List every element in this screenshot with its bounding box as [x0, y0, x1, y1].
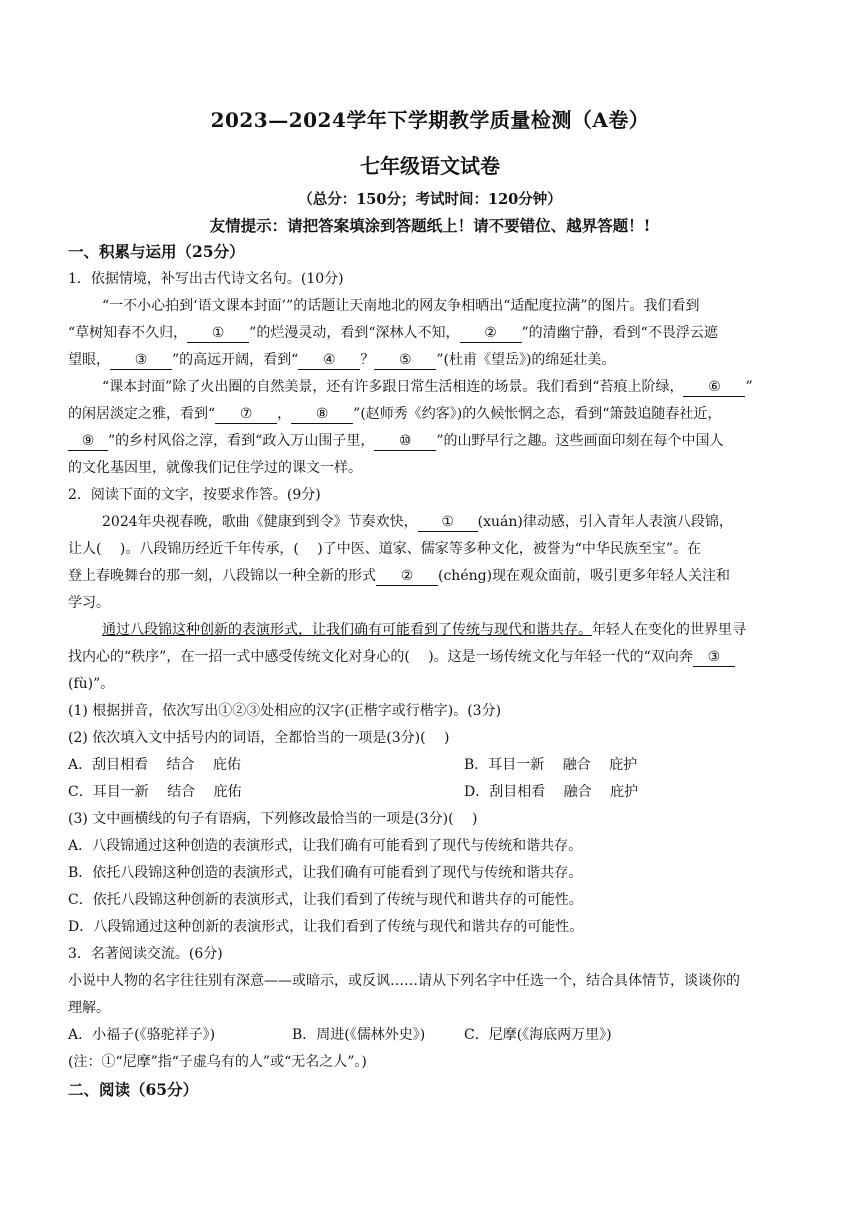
blank-2: ②	[460, 324, 522, 343]
text: 2024年央视春晚，歌曲《健康到到令》节奏欢快，	[102, 514, 418, 530]
q2-fix-c: C．依托八段锦这种创新的表演形式，让我们看到了传统与现代和谐共存的可能性。	[68, 892, 583, 908]
q3-note: (注：①“尼摩”指“子虚乌有的人”或“无名之人”。)	[68, 1054, 367, 1070]
text: “课本封面”除了火出圈的自然美景，还有许多跟日常生活相连的场景。我们看到“苔痕上阶绿，	[102, 379, 684, 395]
blank-6: ⑥	[683, 378, 745, 397]
text: 找内心的“秩序”，在一招一式中感受传统文化对身心的( )。这是一场传统文化与年轻一代的“双向奔	[68, 649, 693, 665]
q1-para2-line1	[102, 377, 792, 397]
q2-line6	[68, 647, 792, 667]
q1-para2-line2	[68, 404, 792, 424]
q3-line2: 理解。	[68, 1000, 110, 1016]
q2-sub3: (3) 文中画横线的句子有语病，下列修改最恰当的一项是(3分)( )	[68, 811, 478, 827]
q2-line5	[102, 620, 792, 640]
blank-10: ⑩	[374, 432, 436, 451]
text: 登上春晚舞台的那一刻，八段锦以一种全新的形式	[68, 568, 376, 584]
text: ”的高远开阔，看到“	[172, 352, 299, 368]
text: ”的乡村风俗之淳，看到“政入万山围子里，	[108, 433, 375, 449]
q2-line2: 让人( )。八段锦历经近千年传承，( )了中医、道家、儒家等多种文化，被誉为“中华民族至宝”。在	[68, 541, 702, 557]
q1-para1-line1: “一不小心拍到‘语文课本封面’”的话题让天南地北的网友争相晒出“适配度拉满”的图片。我们看到	[102, 298, 700, 314]
q2-line3	[68, 566, 792, 586]
q2-prompt: 2．阅读下面的文字，按要求作答。(9分)	[68, 487, 321, 503]
text: 的闲居淡定之雅，看到“	[68, 406, 216, 422]
section-1-heading: 一、积累与运用（25分）	[68, 242, 245, 261]
q1-para1-line2	[68, 323, 792, 343]
blank-3: ③	[110, 351, 172, 370]
exam-title: 2023—2024学年下学期教学质量检测（A卷）	[210, 108, 650, 132]
text: ”的烂漫灵动，看到“深林人不知，	[249, 325, 460, 341]
friendly-tip: 友情提示：请把答案填涂到答题纸上！请不要错位、越界答题！!	[209, 216, 651, 235]
blank-1: ①	[418, 513, 478, 532]
q2-option-a: A．刮目相看 结合 庇佑	[68, 757, 242, 773]
q1-para2-line4: 的文化基因里，就像我们记住学过的课文一样。	[68, 460, 362, 476]
q3-line1: 小说中人物的名字往往别有深意——或暗示，或反讽……请从下列名字中任选一个，结合具体情节，谈谈你的	[68, 973, 740, 989]
q2-fix-b: B．依托八段锦这种创造的表演形式，让我们确有可能看到了现代与传统和谐共存。	[68, 865, 583, 881]
text: ”(赵师秀《约客》)的久候怅惘之态，看到“箫鼓追随春社近，	[353, 406, 722, 422]
q2-fix-d: D．八段锦通过这种创新的表演形式，让我们看到了传统与现代和谐共存的可能性。	[68, 919, 584, 935]
text: ”	[745, 379, 753, 395]
text: ”的清幽宁静，看到“不畏浮云遮	[521, 325, 718, 341]
q2-option-b: B．耳目一新 融合 庇护	[464, 757, 638, 773]
text: ，	[277, 406, 292, 422]
q2-line4: 学习。	[68, 595, 110, 611]
q3-option-b: B．周进(《儒林外史》)	[292, 1027, 426, 1043]
q2-fix-a: A．八段锦通过这种创造的表演形式，让我们确有可能看到了现代与传统和谐共存。	[68, 838, 583, 854]
text: ”的山野早行之趣。这些画面印刻在每个中国人	[436, 433, 724, 449]
blank-9: ⑨	[68, 432, 108, 451]
underlined-sentence: 通过八段锦这种创新的表演形式，让我们确有可能看到了传统与现代和谐共存。	[102, 622, 592, 638]
q2-sub2: (2) 依次填入文中括号内的词语，全都恰当的一项是(3分)( )	[68, 730, 450, 746]
blank-8: ⑧	[291, 405, 353, 424]
q3-prompt: 3．名著阅读交流。(6分)	[68, 946, 223, 962]
exam-subtitle: 七年级语文试卷	[360, 154, 500, 178]
blank-7: ⑦	[215, 405, 277, 424]
q2-line7: (fù)”。	[68, 676, 115, 692]
blank-5: ⑤	[374, 351, 436, 370]
text: “草树知春不久归，	[68, 325, 188, 341]
text: 望眼，	[68, 352, 110, 368]
q1-para2-line3	[68, 431, 792, 451]
q1-prompt: 1．依据情境，补写出古代诗文名句。(10分)	[68, 271, 344, 287]
q2-option-d: D．刮目相看 融合 庇护	[464, 784, 639, 800]
blank-2: ②	[376, 567, 438, 586]
text: 年轻人在变化的世界里寻	[592, 622, 746, 638]
q2-sub1: (1) 根据拼音，依次写出①②③处相应的汉字(正楷字或行楷字)。(3分)	[68, 703, 502, 719]
blank-1: ①	[187, 324, 249, 343]
section-2-heading: 二、阅读（65分）	[68, 1080, 199, 1099]
text: ”(杜甫《望岳》)的绵延壮美。	[436, 352, 616, 368]
text: (xuán)律动感，引入青年人表演八段锦，	[477, 514, 733, 530]
q3-option-a: A．小福子(《骆驼祥子》)	[68, 1027, 216, 1043]
text: ？	[360, 352, 375, 368]
text: (chéng)现在观众面前，吸引更多年轻人关注和	[438, 568, 731, 584]
q2-line1	[102, 512, 792, 532]
blank-3: ③	[693, 648, 735, 667]
q2-option-c: C．耳目一新 结合 庇佑	[68, 784, 242, 800]
q1-para1-line3	[68, 350, 792, 370]
exam-info: （总分：150分；考试时间：120分钟）	[298, 191, 562, 208]
q3-option-c: C．尼摩(《海底两万里》)	[464, 1027, 612, 1043]
blank-4: ④	[298, 351, 360, 370]
